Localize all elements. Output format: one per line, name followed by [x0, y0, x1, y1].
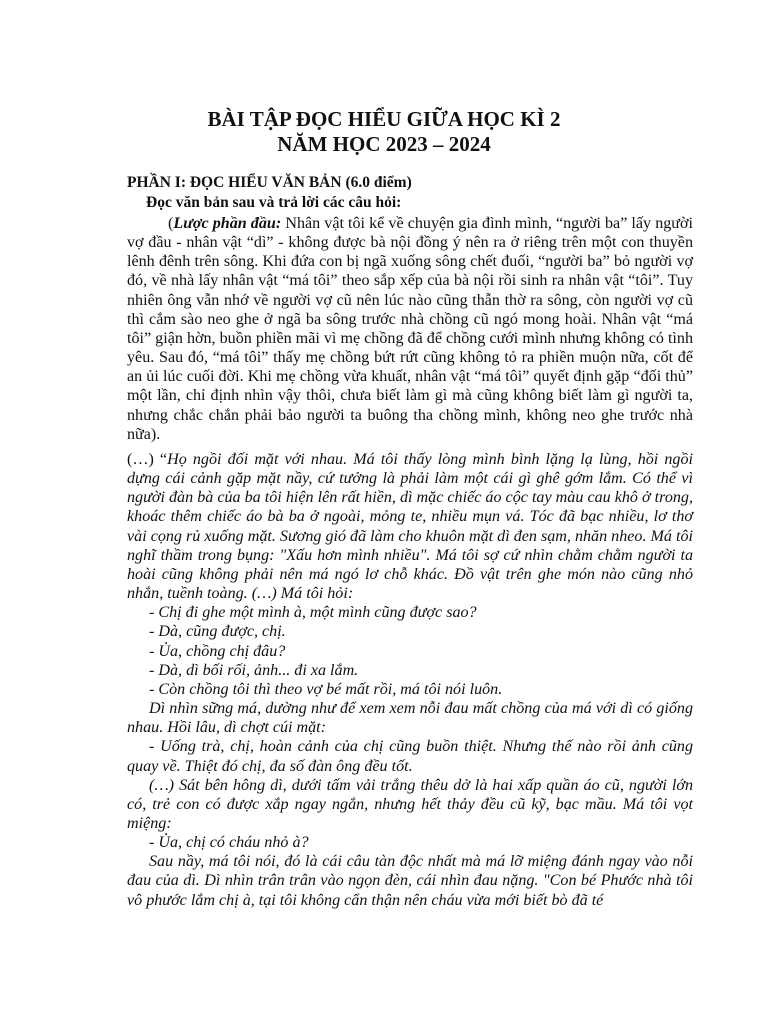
dialogue-line: - Dà, dì bối rối, ảnh... đi xa lắm. — [149, 661, 359, 679]
document-subtitle: NĂM HỌC 2023 – 2024 — [277, 132, 491, 156]
document-title: BÀI TẬP ĐỌC HIỂU GIỮA HỌC KÌ 2 — [207, 107, 561, 131]
summary-text: Nhân vật tôi kể về chuyện gia đình mình, “người ba” lấy người vợ đầu - nhân vật “dì” - không được bà nội đồng ý nên ra ở riêng trên một con thuyền lênh đênh trên sông. Khi đứa con bị ngã xuống sông chết đuối, “người ba” bỏ người vợ đó, về nhà lấy nhân vật “má tôi” theo sắp xếp của bà nội rồi sinh ra nhân vật “tôi”. Tuy nhiên ông vẫn nhớ về người vợ cũ nên lúc nào cũng thẫn thờ ra sông, còn người vợ cũ thì cắm sào neo ghe ở ngã ba sông trước nhà chồng cũ ngó mong hoài. Nhân vật “má tôi” giận hờn, buồn phiền mãi vì mẹ chồng đã để chồng cưới mình nhưng không có tình yêu. Sau đó, “má tôi” thấy mẹ chồng bứt rứt cũng không tỏ ra phiền muộn nữa, cốt để an ủi lúc cuối đời. Khi mẹ chồng vừa khuất, nhân vật “má tôi” quyết định gặp “đối thủ” một lần, chỉ định nhìn vậy thôi, chưa biết làm gì mà cũng không biết làm gì người ta, nhưng chắc chắn phải bảo người ta buông tha chồng mình, không neo ghe trước nhà nữa). — [127, 215, 693, 443]
dialogue-line: - Chị đi ghe một mình à, một mình cũng được sao? — [149, 604, 477, 622]
instruction-text: Đọc văn bản sau và trả lời các câu hỏi: — [146, 194, 402, 211]
story-opening: Họ ngồi đối mặt với nhau. Má tôi thấy lòng mình bình lặng lạ lùng, hồi ngồi dựng cái cảnh gặp mặt nầy, cứ tưởng là phải làm một cái gì ghê gớm lắm. Có thể vì người đàn bà của ba tôi hiện lên rất hiền, dì mặc chiếc áo cộc tay màu cau khô ở trong, khoác thêm chiếc áo bà ba ở ngoài, mỏng te, nhiều mụn vá. Tóc đã bạc nhiều, lơ thơ vài cọng rủ xuống mặt. Sương gió đã làm cho khuôn mặt dì đen sạm, nhăn nheo. Má tôi nghĩ thầm trong bụng: "Xấu hơn mình nhiều". Má tôi sợ cứ nhìn chằm chằm người ta hoài cũng không phải nên má ngó lơ chỗ khác. Đồ vật trên ghe món nào cũng nhỏ nhắn, tuềnh toàng. (…) Má tôi hỏi: — [127, 451, 693, 603]
dialogue-line: - Dà, cũng được, chị. — [149, 623, 286, 641]
dialogue-line: - Ủa, chị có cháu nhỏ à? — [149, 834, 309, 852]
dialogue-line: - Ủa, chồng chị đâu? — [149, 642, 286, 660]
story-paragraph: Dì nhìn sững má, dường như để xem xem nỗi đau mất chồng của má với dì có giống nhau. Hồi lâu, dì chợt cúi mặt: — [127, 700, 693, 737]
story-lead: (…) “ — [127, 451, 168, 468]
story-paragraph: (…) Sát bên hông dì, dưới tấm vải trắng thêu dở là hai xấp quần áo cũ, người lớn có, trẻ con có được xắp ngay ngắn, nhưng hết thảy đều cũ kỹ, bạc mầu. Má tôi vọt miệng: — [127, 776, 693, 832]
section-heading: PHẦN I: ĐỌC HIỂU VĂN BẢN (6.0 điểm) — [127, 174, 412, 191]
dialogue-line: - Uống trà, chị, hoàn cảnh của chị cũng buồn thiệt. Nhưng thế nào rồi ảnh cũng quay về. Thiệt đó chị, đa số đàn ông đều tốt. — [127, 738, 693, 775]
summary-open-paren: ( — [168, 215, 174, 232]
story-paragraph: Sau nầy, má tôi nói, đó là cái câu tàn độc nhất mà má lỡ miệng đánh ngay vào nỗi đau của dì. Dì nhìn trân trân vào ngọn đèn, cái nhìn đau nặng. "Con bé Phước nhà tôi vô phước lắm chị à, tại tôi không cẩn thận nên cháu vừa mới biết bò đã té — [127, 853, 693, 909]
dialogue-line: - Còn chồng tôi thì theo vợ bé mất rồi, má tôi nói luôn. — [149, 680, 503, 698]
story-excerpt — [127, 450, 693, 910]
summary-paragraph — [127, 214, 693, 444]
summary-label: Lược phần đầu: — [173, 215, 282, 232]
